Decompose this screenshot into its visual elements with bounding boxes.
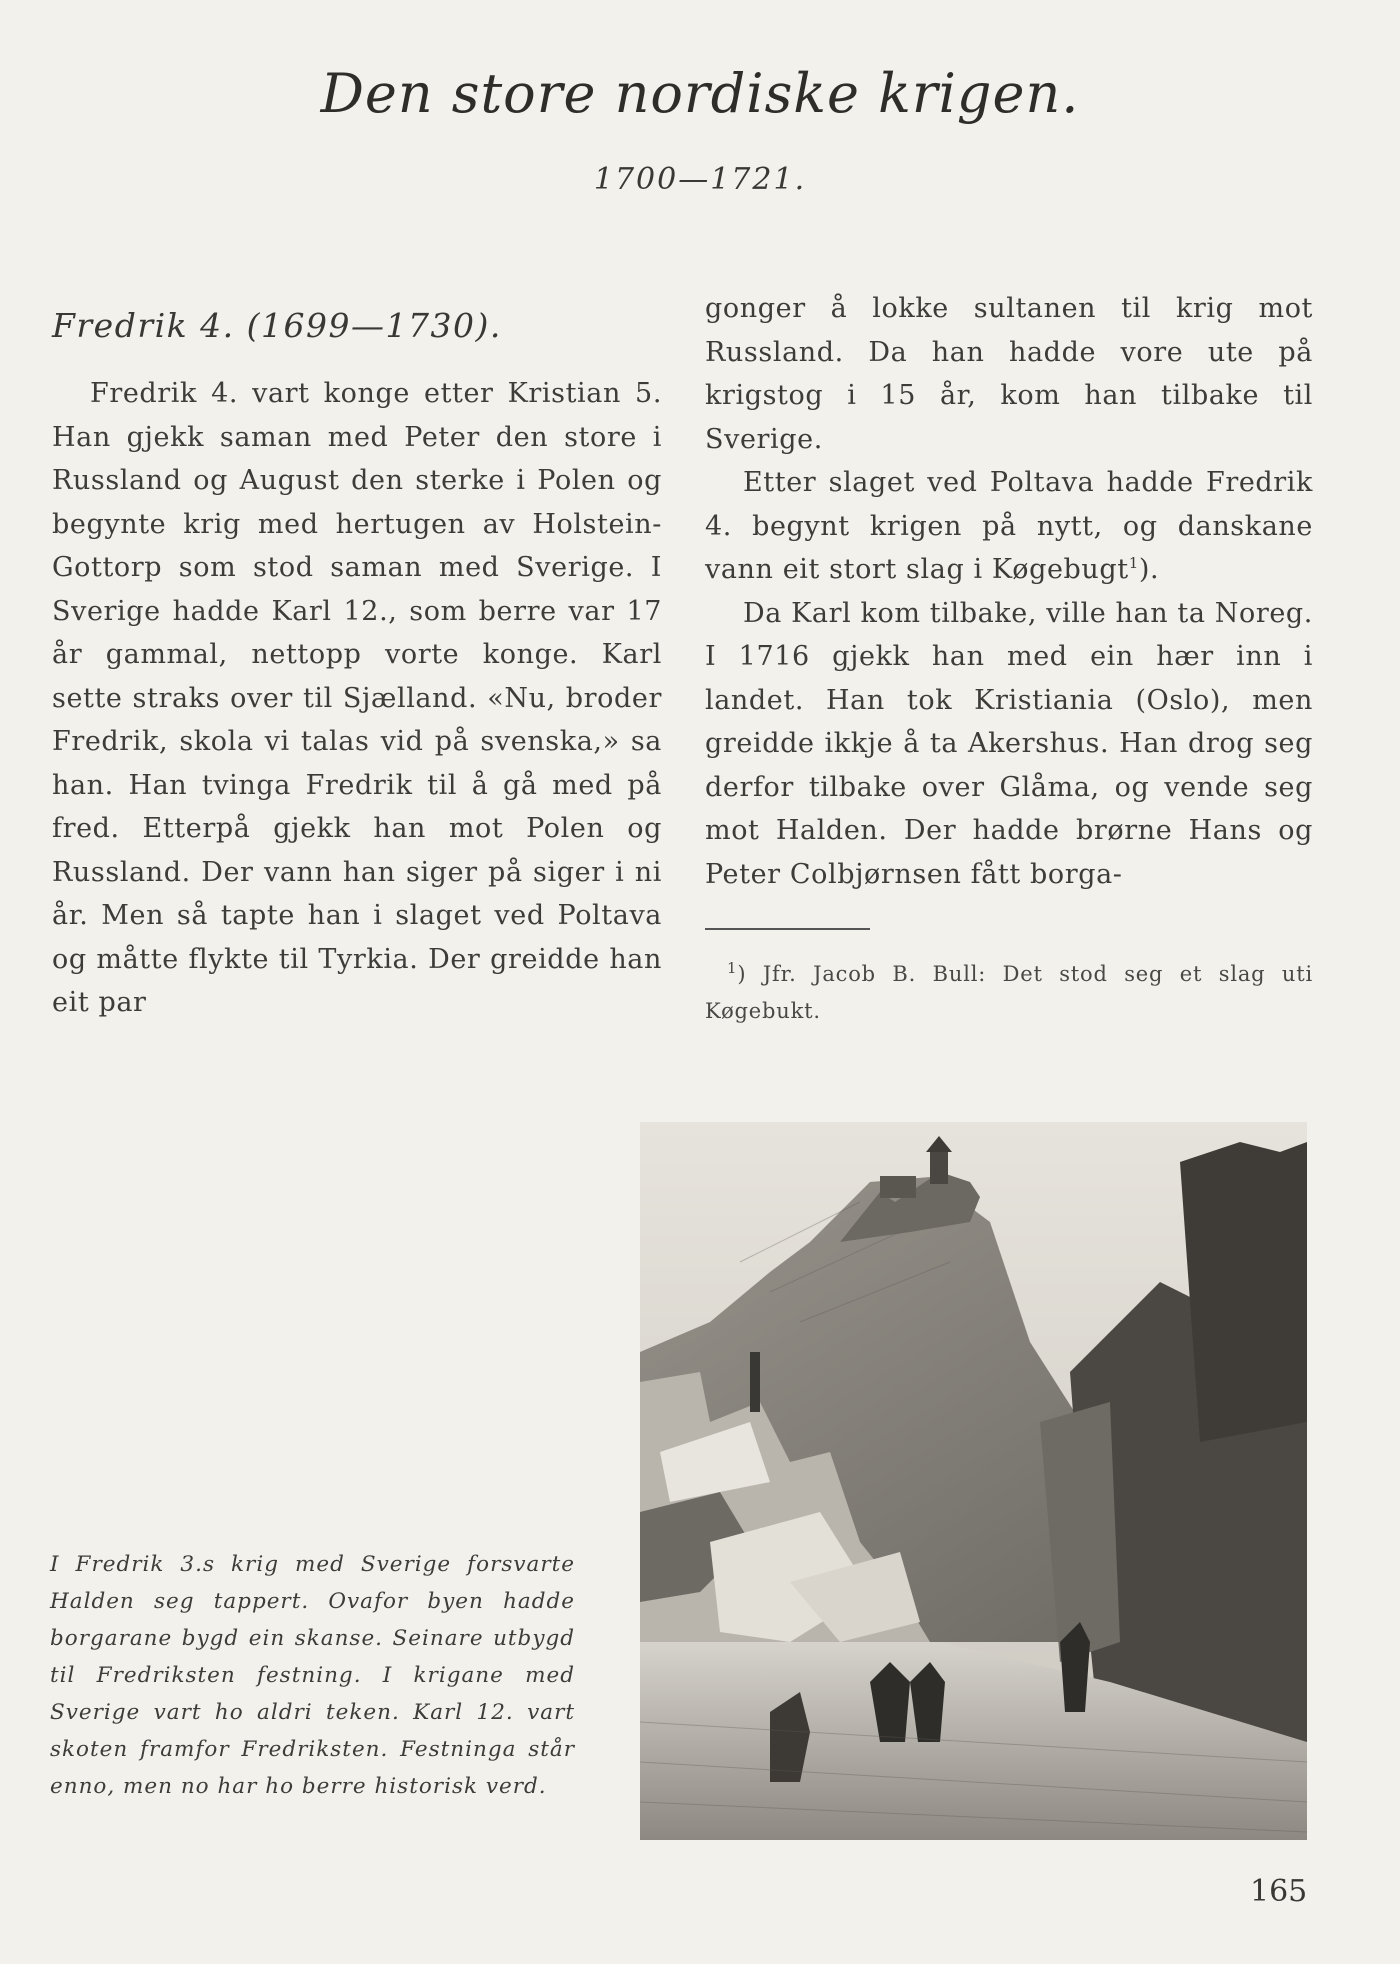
halden-fortress-engraving <box>640 1122 1307 1840</box>
right-continuation-paragraph: gonger å lokke sultanen til krig mot Russland. Da han hadde vore ute på krigstog i 15 år, kom han tilbake til Sverige. <box>705 293 1313 455</box>
left-text-column <box>52 372 662 1025</box>
paragraph-2-end: ). <box>1138 554 1160 585</box>
footnote-divider <box>705 928 870 930</box>
page-title: Den store nordiske krigen. <box>320 62 1080 125</box>
right-paragraph-2 <box>705 461 1313 592</box>
footnote-mark: 1 <box>727 959 738 977</box>
right-text-column <box>705 287 1313 896</box>
footnote-text: ) Jfr. Jacob B. Bull: Det stod seg et slag uti Køgebukt. <box>705 962 1313 1023</box>
page-subtitle-dates: 1700—1721. <box>593 162 807 197</box>
figure-caption: I Fredrik 3.s krig med Sverige forsvarte Halden seg tappert. Ovafor byen hadde borgarane bygd ein skanse. Seinare utbygd til Fredriksten festning. I krigane med Sverige vart ho aldri teken. Karl 12. vart skoten framfor Fredriksten. Festninga står enno, men no har ho berre historisk verd. <box>50 1552 575 1799</box>
footnote-reference: 1 <box>1128 554 1139 572</box>
paragraph-2-text: Etter slaget ved Poltava hadde Fredrik 4. begynt krigen på nytt, og danskane vann eit stort slag i Køgebugt <box>705 467 1313 585</box>
page-number: 165 <box>1250 1874 1308 1909</box>
engraving-illustration <box>640 1122 1307 1840</box>
section-heading: Fredrik 4. (1699—1730). <box>52 306 502 345</box>
right-paragraph-3: Da Karl kom tilbake, ville han ta Noreg. I 1716 gjekk han med ein hær inn i landet. Han tok Kristiania (Oslo), men greidde ikkje å ta Akershus. Han drog seg derfor tilbake over Glåma, og vende seg mot Halden. Der hadde brørne Hans og Peter Colbjørnsen fått borga- <box>705 597 1313 890</box>
footnote <box>705 956 1313 1030</box>
left-paragraph: Fredrik 4. vart konge etter Kristian 5. Han gjekk saman med Peter den store i Russland og August den sterke i Polen og begynte krig med hertugen av Holstein-Gottorp som stod saman med Sverige. I Sverige hadde Karl 12., som berre var 17 år gammal, nettopp vorte konge. Karl sette straks over til Sjælland. «Nu, broder Fredrik, skola vi talas vid på svenska,» sa han. Han tvinga Fredrik til å gå med på fred. Etterpå gjekk han mot Polen og Russland. Der vann han siger på siger i ni år. Men så tapte han i slaget ved Poltava og måtte flykte til Tyrkia. Der greidde han eit par <box>52 378 662 1018</box>
footnote-indent <box>705 962 727 986</box>
